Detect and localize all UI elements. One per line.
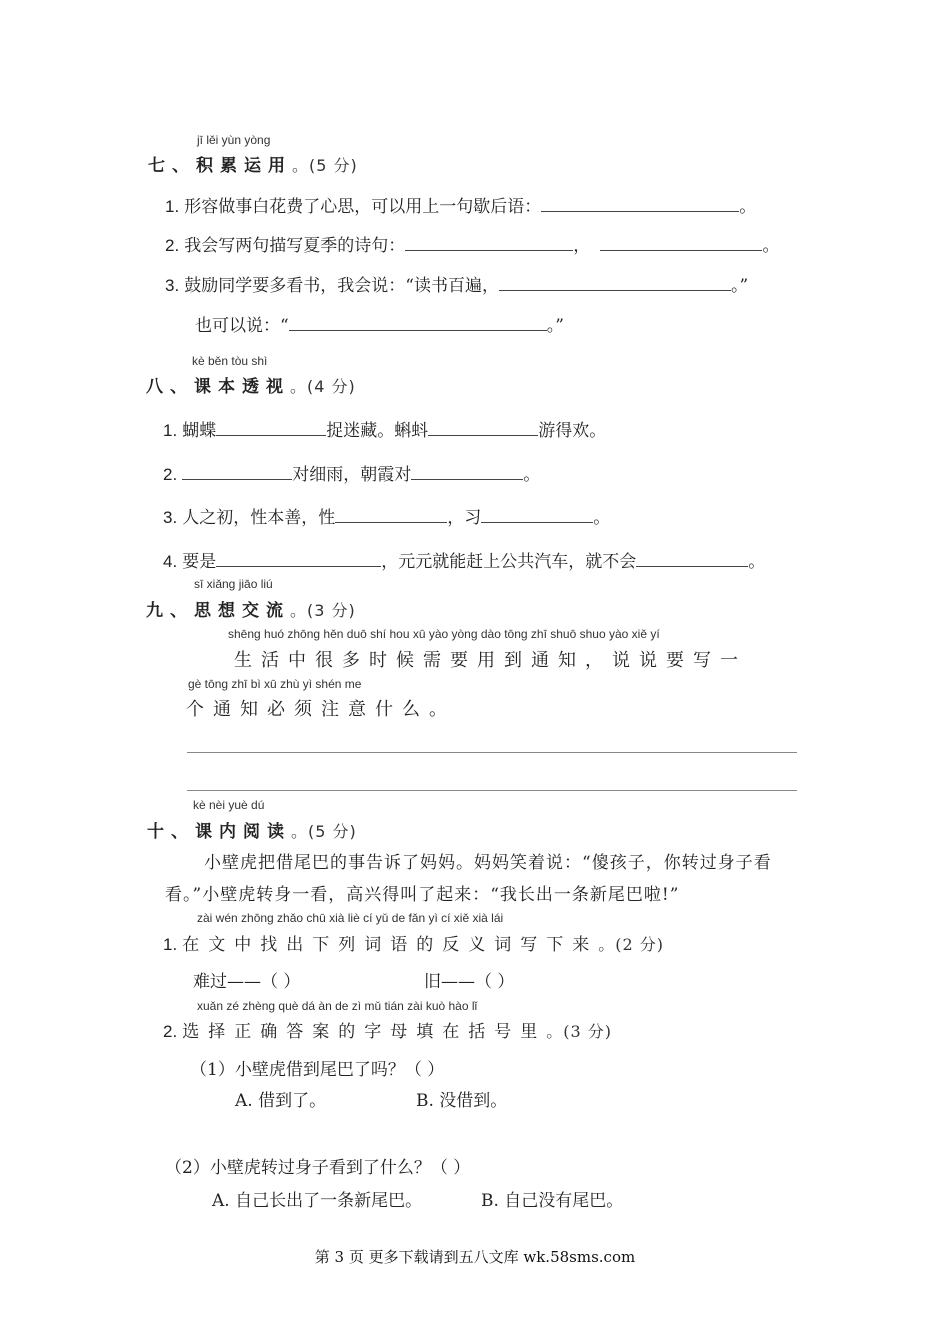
s7-q1 [165,192,756,217]
answer-blank[interactable] [411,463,523,480]
s9-heading [146,596,356,621]
s8-points: 。(4 分) [290,377,356,396]
answer-blank[interactable] [428,419,538,436]
q-number: 1. [165,197,180,216]
s7-q3 [165,271,748,296]
sub-question-2: （2）小壁虎转过身子看到了什么？（ ） [165,1158,471,1178]
q-points: 。(3 分) [546,1022,613,1041]
q-text: 人之初，性本善，性 [182,508,336,528]
s9-points: 。(3 分) [290,601,356,620]
q-text: 游得欢。 [538,421,607,441]
punct: 。 [762,236,780,256]
passage-line-1: 小壁虎把借尾巴的事告诉了妈妈。妈妈笑着说：“傻孩子，你转过身子看 [204,853,772,873]
punct: 。” [730,276,749,296]
punct: 。 [593,508,611,528]
q-text: ，习 [447,508,482,528]
s10-q2-pinyin: xuǎn zé zhèng què dá àn de zì mǔ tián zài kuò hào lǐ [197,999,478,1013]
answer-blank[interactable] [541,195,739,212]
q-number: 2. [163,465,178,484]
punct: 。 [739,197,757,217]
s8-pinyin: kè běn tòu shì [192,354,268,368]
punct: 。 [748,552,766,572]
q-number: 2. [163,1022,178,1041]
answer-blank[interactable] [216,550,381,567]
q-points: 。(2 分) [598,935,665,954]
s10-pinyin: kè nèi yuè dú [193,798,265,812]
answer-blank[interactable] [335,506,447,523]
s7-q3-line2 [195,311,564,336]
s7-points: 。(5 分) [292,156,358,175]
s9-title: 九、思想交流 [146,601,290,621]
option-1b[interactable]: B. 没借到。 [416,1091,508,1111]
q-text: ，元元就能赶上公共汽车，就不会 [381,552,637,572]
s7-heading [148,151,358,176]
punct: ， [573,236,591,256]
s7-title: 七、积累运用 [148,156,292,176]
q-text: 在文中找出下列词语的反义词写下来 [182,935,599,955]
s9-line2-pinyin: gè tōng zhī bì xū zhù yì shén me [188,677,362,691]
s8-q3 [163,503,610,528]
q-number: 1. [163,935,178,954]
q-number: 2. [165,236,180,255]
s9-line1-pinyin: shēng huó zhōng hěn duō shí hou xū yào yòng dào tōng zhī shuō shuo yào xiě yí [228,627,660,641]
q-number: 3. [165,276,180,295]
option-2a[interactable]: A. 自己长出了一条新尾巴。 [212,1191,423,1211]
answer-blank[interactable] [499,274,731,291]
q-number: 3. [163,508,178,527]
q-number: 4. [163,552,178,571]
s8-heading [146,372,356,397]
answer-blank[interactable] [405,234,573,251]
answer-blank[interactable] [289,314,547,331]
s10-q1-pinyin: zài wén zhōng zhǎo chū xià liè cí yǔ de fǎn yì cí xiě xià lái [197,911,504,925]
q-text: 对细雨，朝霞对 [292,465,412,485]
s7-q2 [165,231,779,256]
s10-points: 。(5 分) [291,822,357,841]
s8-q4 [163,547,765,572]
q-text: 选择正确答案的字母填在括号里 [182,1022,547,1042]
q-number: 1. [163,421,178,440]
s8-title: 八、课本透视 [146,377,290,397]
q-text: 鼓励同学要多看书，我会说：“读书百遍， [184,276,499,296]
s10-heading [147,817,357,842]
s7-pinyin: jī lěi yùn yòng [197,133,271,147]
q-text: 也可以说：“ [195,316,289,336]
s9-line2: 个通知必须注意什么。 [186,699,456,720]
q-text: 我会写两句描写夏季的诗句： [184,236,406,256]
punct: 。 [523,465,541,485]
option-1a[interactable]: A. 借到了。 [235,1091,327,1111]
answer-blank[interactable] [481,506,593,523]
answer-blank[interactable] [182,463,292,480]
q-text: 蝴蝶 [182,421,217,441]
q-text: 捉迷藏。蝌蚪 [326,421,429,441]
s8-q1 [163,416,606,441]
writing-line[interactable] [187,790,797,791]
s8-q2 [163,460,540,485]
sub-question-1: （1）小壁虎借到尾巴了吗？（ ） [190,1060,445,1080]
page-footer: 第 3 页 更多下载请到五八文库 wk.58sms.com [314,1248,636,1266]
antonym-2: 旧——（ ） [424,972,515,992]
antonym-1: 难过——（ ） [193,972,301,992]
passage-line-2: 看。”小壁虎转身一看，高兴得叫了起来：“我长出一条新尾巴啦!” [165,885,680,905]
s10-q1 [163,930,664,955]
answer-blank[interactable] [600,234,762,251]
q-text: 形容做事白花费了心思，可以用上一句歇后语： [184,197,542,217]
answer-blank[interactable] [636,550,748,567]
s9-line1: 生活中很多时候需要用到通知，说说要写一 [234,650,747,671]
option-2b[interactable]: B. 自己没有尾巴。 [481,1191,624,1211]
s10-title: 十、课内阅读 [147,822,291,842]
writing-line[interactable] [187,752,797,753]
s10-q2 [163,1017,612,1042]
q-text: 要是 [182,552,217,572]
s9-pinyin: sī xiǎng jiāo liú [194,577,273,591]
punct: 。” [546,316,564,336]
answer-blank[interactable] [216,419,326,436]
